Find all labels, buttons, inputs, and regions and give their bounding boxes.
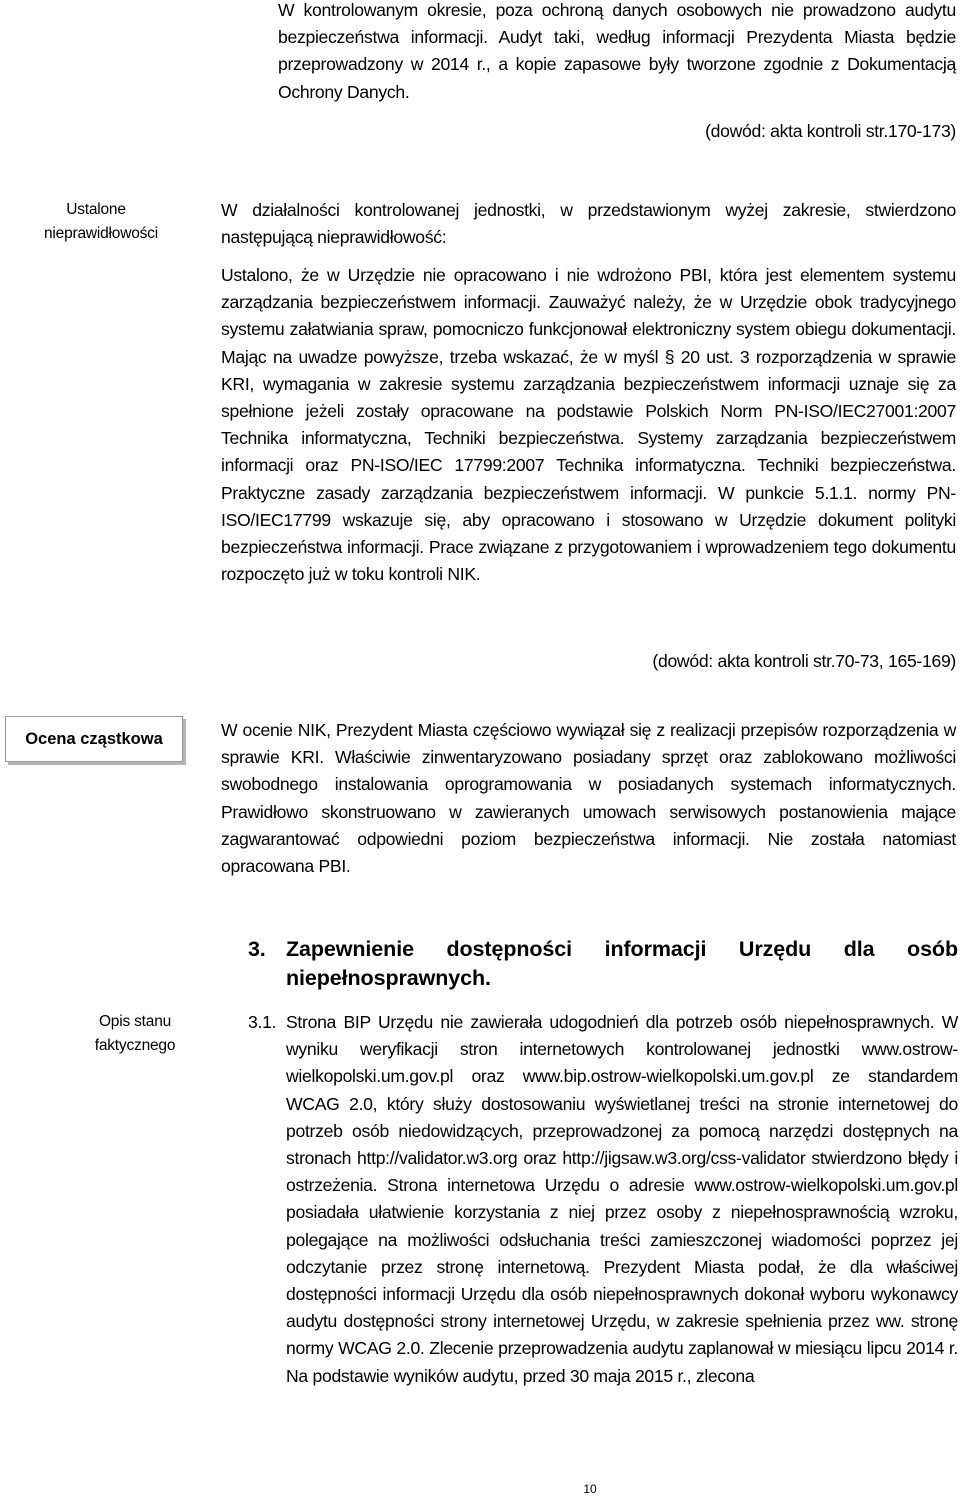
top-paragraph: W kontrolowanym okresie, poza ochroną danych osobowych nie prowadzono audytu bezpieczeństwa informacji. Audyt taki, według informacji Prezydenta Miasta będzie przeprowadzony w 2014 r., a kopie zapasowe były tworzone zgodnie z Dokumentacją Ochrony Danych. bbox=[278, 0, 956, 102]
item-3-1 bbox=[248, 1009, 958, 1390]
facts-side-label: Opis stanu faktycznego bbox=[94, 1013, 176, 1054]
section-number: 3. bbox=[248, 937, 266, 961]
irregularities-evidence: (dowód: akta kontroli str.70-73, 165-169) bbox=[652, 651, 956, 671]
irregularities-intro: W działalności kontrolowanej jednostki, w przedstawionym wyżej zakresie, stwierdzono następującą nieprawidłowość: bbox=[221, 200, 956, 248]
irregularities-body: Ustalono, że w Urzędzie nie opracowano i nie wdrożono PBI, która jest elementem systemu zarządzania bezpieczeństwem informacji. Zauważyć należy, że w Urzędzie obok tradycyjnego systemu załatwiania spraw, pomocniczo funkcjonował elektroniczny system obiegu dokumentacji. Mając na uwadze powyższe, trzeba wskazać, że w myśl § 20 ust. 3 rozporządzenia w sprawie KRI, wymagania w zakresie systemu zarządzania bezpieczeństwem informacji uznaje się za spełnione jeżeli zostały opracowane na podstawie Polskich Norm PN-ISO/IEC27001:2007 Technika informatyczna, Techniki bezpieczeństwa. Systemy zarządzania bezpieczeństwem informacji oraz PN-ISO/IEC 17799:2007 Technika informatyczna. Techniki bezpieczeństwa. Praktyczne zasady zarządzania bezpieczeństwem informacji. W punkcie 5.1.1. normy PN-ISO/IEC17799 wskazuje się, aby opracowano i stosowano w Urzędzie dokument polityki bezpieczeństwa informacji. Prace związane z przygotowaniem i wprowadzeniem tego dokumentu rozpoczęto już w toku kontroli NIK. bbox=[221, 265, 956, 585]
item-number: 3.1. bbox=[248, 1012, 277, 1032]
assessment-label: Ocena cząstkowa bbox=[25, 729, 163, 748]
assessment-label-box bbox=[5, 716, 183, 762]
item-text: Strona BIP Urzędu nie zawierała udogodnień dla potrzeb osób niepełnosprawnych. W wyniku weryfikacji stron internetowych kontrolowanej jednostki www.ostrow-wielkopolski.um.gov.pl oraz www.bip.ostrow-wielkopolski.um.gov.pl ze standardem WCAG 2.0, który służy dostosowaniu wyświetlanej treści na stronie internetowej do potrzeb osób niedowidzących, przeprowadzonej za pomocą narzędzi dostępnych na stronach http://validator.w3.org oraz http://jigsaw.w3.org/css-validator stwierdzono błędy i ostrzeżenia. Strona internetowa Urzędu o adresie www.ostrow-wielkopolski.um.gov.pl posiadała ułatwienie korzystania z niej przez osoby z niepełnosprawnością wzroku, polegające na możliwości odsłuchania treści zamieszczonej wiadomości poprzez jej odczytanie przez stronę internetową. Prezydent Miasta podał, że dla właściwej dostępności informacji Urzędu dla osób niepełnosprawnych dokonał wyboru wykonawcy audytu dostępności strony internetowej Urzędu, w zakresie spełnienia przez ww. stronę normy WCAG 2.0. Zlecenie przeprowadzenia audytu zaplanował w miesiącu lipcu 2014 r. Na podstawie wyników audytu, przed 30 maja 2015 r., zlecona bbox=[286, 1012, 958, 1386]
page-number: 10 bbox=[583, 1482, 597, 1496]
top-evidence: (dowód: akta kontroli str.170-173) bbox=[705, 121, 956, 141]
section-heading bbox=[248, 935, 958, 997]
irregularities-side-label: Ustalone nieprawidłowości bbox=[44, 201, 158, 242]
assessment-body: W ocenie NIK, Prezydent Miasta częściowo wywiązał się z realizacji przepisów rozporządzenia w sprawie KRI. Właściwie zinwentaryzowano posiadany sprzęt oraz zablokowano możliwości swobodnego instalowania oprogramowania w posiadanych systemach informatycznych. Prawidłowo skonstruowano w zawieranych umowach serwisowych postanowienia mające zagwarantować odpowiedni poziom bezpieczeństwa informacji. Nie została natomiast opracowana PBI. bbox=[221, 720, 956, 877]
section-title: Zapewnienie dostępności informacji Urzędu dla osób niepełnosprawnych. bbox=[286, 937, 958, 990]
